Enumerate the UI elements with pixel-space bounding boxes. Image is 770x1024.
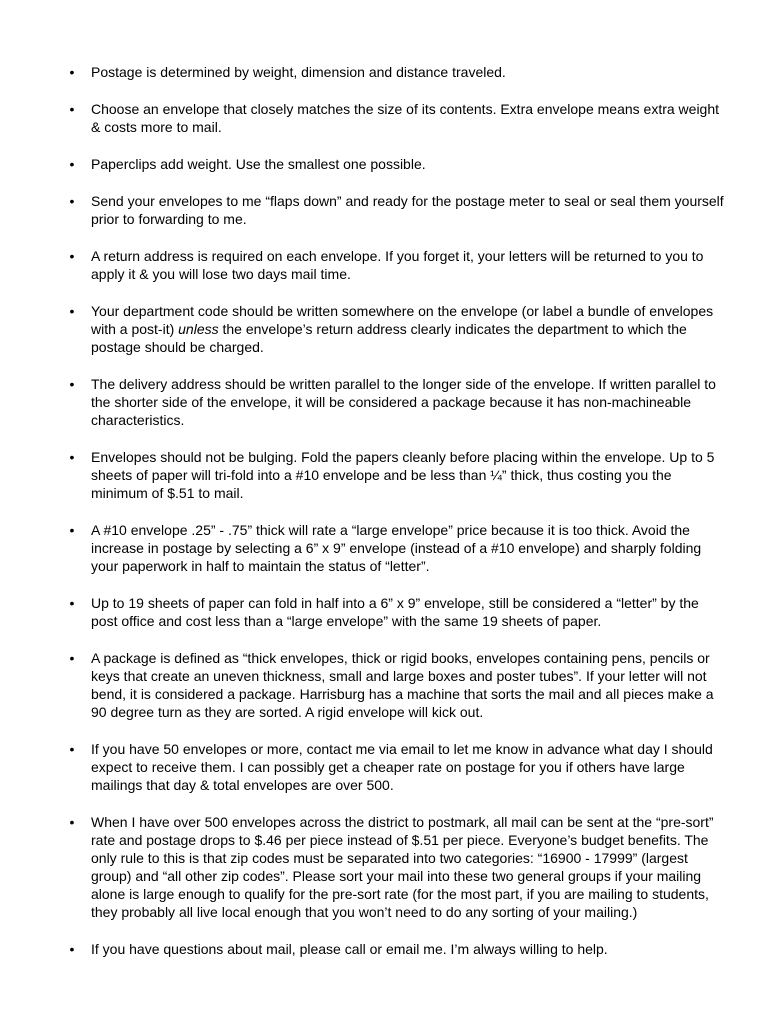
- list-item-text: When I have over 500 envelopes across the district to postmark, all mail can be sent at the “pre-sort” rate and postage drops to $.46 per piece instead of $.51 per piece. Everyone’s budget benefits. The only rule to this is that zip codes must be separated into two categories: “16900 - 17999” (largest group) and “all other zip codes”. Please sort your mail into these two general groups if your mailing alone is large enough to qualify for the pre-sort rate (for the most part, if you are mailing to students, they probably all live local enough that you won’t need to do any sorting of your mailing.): [91, 814, 714, 920]
- list-item: [0, 100, 728, 136]
- list-item: [0, 740, 728, 794]
- list-item: [0, 940, 728, 958]
- text-segment: the envelope’s return address clearly indicates the department to which the postage should be charged.: [91, 321, 687, 355]
- bullet-icon: •: [69, 522, 75, 538]
- bullet-icon: •: [69, 941, 75, 957]
- list-item-text: The delivery address should be written parallel to the longer side of the envelope. If written parallel to the shorter side of the envelope, it will be considered a package because it has non-machineable characteristics.: [91, 376, 716, 428]
- bullet-icon: •: [69, 595, 75, 611]
- list-item: [0, 375, 728, 429]
- list-item: [0, 521, 728, 575]
- list-item: [0, 63, 728, 81]
- list-item: [0, 594, 728, 630]
- bullet-icon: •: [69, 303, 75, 319]
- list-item-text: A return address is required on each envelope. If you forget it, your letters will be returned to you to apply it & you will lose two days mail time.: [91, 248, 704, 282]
- bullet-icon: •: [69, 650, 75, 666]
- list-item-text: A #10 envelope .25” - .75” thick will rate a “large envelope” price because it is too thick. Avoid the increase in postage by selecting a 6” x 9” envelope (instead of a #10 envelope) and sharply folding your paperwork in half to maintain the status of “letter”.: [91, 522, 702, 574]
- list-item-text: Up to 19 sheets of paper can fold in half into a 6” x 9” envelope, still be considered a “letter” by the post office and cost less than a “large envelope” with the same 19 sheets of paper.: [91, 595, 699, 629]
- guideline-list: [0, 63, 728, 958]
- bullet-icon: •: [69, 64, 75, 80]
- list-item-text: Paperclips add weight. Use the smallest one possible.: [91, 156, 426, 172]
- emphasis-text: unless: [178, 321, 219, 337]
- bullet-icon: •: [69, 814, 75, 830]
- list-item: [0, 247, 728, 283]
- bullet-icon: •: [69, 193, 75, 209]
- list-item-text: Choose an envelope that closely matches the size of its contents. Extra envelope means extra weight & costs more to mail.: [91, 101, 720, 135]
- bullet-icon: •: [69, 101, 75, 117]
- list-item: [0, 649, 728, 721]
- list-item-text: [91, 303, 713, 355]
- list-item-text: If you have questions about mail, please call or email me. I’m always willing to help.: [91, 941, 608, 957]
- list-item: [0, 813, 728, 921]
- list-item-text: A package is defined as “thick envelopes, thick or rigid books, envelopes containing pens, pencils or keys that create an uneven thickness, small and large boxes and poster tubes”. If your letter will not bend, it is considered a package. Harrisburg has a machine that sorts the mail and all pieces make a 90 degree turn as they are sorted. A rigid envelope will kick out.: [91, 650, 714, 720]
- list-item: [0, 192, 728, 228]
- list-item-text: Postage is determined by weight, dimension and distance traveled.: [91, 64, 506, 80]
- bullet-icon: •: [69, 376, 75, 392]
- bullet-icon: •: [69, 449, 75, 465]
- list-item-text: Envelopes should not be bulging. Fold the papers cleanly before placing within the envelope. Up to 5 sheets of paper will tri-fold into a #10 envelope and be less than ¼” thick, thus costing you the minimum of $.51 to mail.: [91, 449, 715, 501]
- text-segment: Your department code should be written somewhere on the envelope (or label a bundle of envelopes with a post-it): [91, 303, 714, 337]
- list-item-text: Send your envelopes to me “flaps down” and ready for the postage meter to seal or seal them yourself prior to forwarding to me.: [91, 193, 724, 227]
- list-item-text: If you have 50 envelopes or more, contact me via email to let me know in advance what day I should expect to receive them. I can possibly get a cheaper rate on postage for you if others have large mailings that day & total envelopes are over 500.: [91, 741, 713, 793]
- bullet-icon: •: [69, 248, 75, 264]
- list-item: [0, 155, 728, 173]
- list-item: [0, 448, 728, 502]
- bullet-icon: •: [69, 741, 75, 757]
- list-item: [0, 302, 728, 356]
- bullet-icon: •: [69, 156, 75, 172]
